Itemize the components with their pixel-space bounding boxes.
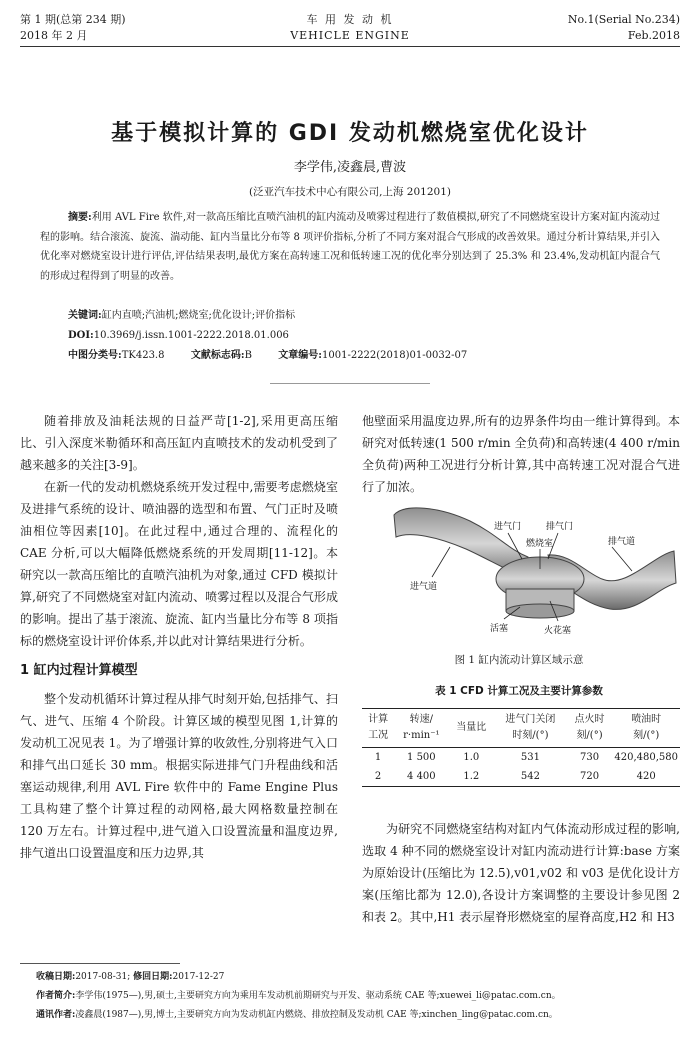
table-cell: 2 [362,767,394,787]
table-cell: 1 500 [407,752,436,763]
table-header-cell: 进气门关闭 时刻/(°) [494,709,567,748]
figure-label-intake-port: 进气道 [410,582,438,592]
table-cell: 4 400 [394,767,448,787]
figure-label-spark-plug: 火花塞 [544,626,572,636]
paper-authors: 李学伟,凌鑫晨,曹波 [293,160,407,175]
keywords: 关键词:缸内直喷;汽油机;燃烧室;优化设计;评价指标 [68,310,296,321]
header-rule [20,46,680,47]
footnote-author: 作者简介:李学伟(1975—),男,硕士,主要研究方向为乘用车发动机前期研究与开发、驱动系统 CAE 等;xuewei_li@patac.com.cn。 [36,991,561,1001]
table-cell: 531 [520,752,540,763]
doi: DOI:10.3969/j.issn.1001-2222.2018.01.006 [68,330,289,341]
table-header-row [362,709,680,748]
journal-serial: No.1(Serial No.234) Feb.2018 [567,13,680,42]
classification: 中图分类号:TK423.8 文献标志码:B 文章编号:1001-2222(2018)01-0032-07 [68,350,468,361]
figure-label-intake-valve: 进气门 [494,522,522,532]
figure-label-exhaust-valve: 排气门 [546,522,574,532]
table-header-cell: 点火时 刻/(°) [567,709,613,748]
table-cell: 1 [374,752,382,763]
paragraph: 为研究不同燃烧室结构对缸内气体流动形成过程的影响,选取 4 种不同的燃烧室设计对缸内流动进行计算:base 方案为原始设计(压缩比为 12.5),v01,v02 和 v03 是优化设计方案(压缩比都为 12.0),各设计方案调整的主要设计参见图 2 和表 2。其中,H1 表示屋脊形燃烧室的屋脊高度,H2 和 H3 [362,822,680,924]
journal-name: 车 用 发 动 机 VEHICLE ENGINE [290,13,410,42]
paragraph: 在新一代的发动机燃烧系统开发过程中,需要考虑燃烧室及进排气系统的设计、喷油器的选型和布置、气门正时及喷油相位等因素[10]。在此过程中,通过合理的、流程化的 CAE 分析,可以大幅降低燃烧系统的开发周期[11-12]。本研究以一款高压缩比的直喷汽油机为对象,通过 CFD 模拟计算,研究了不同燃烧室对缸内流动、喷雾过程以及混合气形成的影响。提出了基于滚流、旋流、缸内当量比分布等 8 项指标的燃烧室设计评价体系,并以此对计算结果进行分析。 [20,480,338,648]
table-cell: 730 [579,752,600,763]
figure-1-caption: 图 1 缸内流动计算区域示意 [454,654,584,666]
abstract [40,208,660,286]
abstract-text: 利用 AVL Fire 软件,对一款高压缩比直喷汽油机的缸内流动及喷雾过程进行了数值模拟,研究了不同燃烧室设计方案对缸内流动过程的影响。结合滚流、旋流、湍动能、缸内当量比分布等 8 项评价指标,分析了不同方案对混合气形成的改善效果。通过分析计算结果,并引入优化率对燃烧室设计进行评估,评估结果表明,最优方案在高转速工况和低转速工况的优化率分别达到了 25.3% 和 23.4%,发动机缸内混合气的形成过程得到了明显的改善。 [40,212,660,282]
table-1-caption: 表 1 CFD 计算工况及主要计算参数 [435,685,603,697]
table-cell: 420 [612,767,680,787]
table-header-cell: 当量比 [448,709,494,748]
right-column-top [362,410,680,498]
journal-issue: 第 1 期(总第 234 期) 2018 年 2 月 [20,13,126,42]
section-heading: 1 缸内过程计算模型 [20,663,138,678]
figure-label-exhaust-port: 排气道 [608,537,636,547]
footnote-rule [20,963,180,964]
table-cell: 1.2 [448,767,494,787]
paragraph: 随着排放及油耗法规的日益严苛[1-2],采用更高压缩比、引入深度米勒循环和高压缸内直喷技术的发动机受到了越来越多的关注[3-9]。 [20,414,338,472]
abstract-separator [270,383,430,384]
paper-affiliation: (泛亚汽车技术中心有限公司,上海 201201) [249,186,451,198]
table-header-cell: 转速/ r·min⁻¹ [394,709,448,748]
abstract-label: 摘要: [68,212,92,223]
paragraph: 他壁面采用温度边界,所有的边界条件均由一维计算得到。本研究对低转速(1 500 r/min 全负荷)和高转速(4 400 r/min 全负荷)两种工况进行分析计算,其中高转速工况对混合气进行了加浓。 [362,414,680,494]
table-cell: 542 [494,767,567,787]
figure-1-cfd-domain [380,497,680,637]
table-header-cell: 喷油时 刻/(°) [612,709,680,748]
figure-label-combustion-chamber: 燃烧室 [526,539,554,549]
right-column-bottom [362,818,680,928]
piston-top-shape [506,604,574,618]
figure-label-piston: 活塞 [490,624,509,634]
table-header-cell: 计算 工况 [362,709,394,748]
table-cell: 720 [567,767,613,787]
table-cell: 1.0 [463,752,480,763]
footnote-corresponding: 通讯作者:凌鑫晨(1987—),男,博士,主要研究方向为发动机缸内燃烧、排放控制及发动机 CAE 等;xinchen_ling@patac.com.cn。 [36,1010,558,1020]
table-row [362,748,680,768]
table-row [362,767,680,787]
left-column [20,410,338,864]
paper-title: 基于模拟计算的 GDI 发动机燃烧室优化设计 [111,121,589,146]
table-1 [362,708,680,787]
footnote-dates: 收稿日期:2017-08-31; 修回日期:2017-12-27 [36,972,225,982]
paragraph: 整个发动机循环计算过程从排气时刻开始,包括排气、扫气、进气、压缩 4 个阶段。计算区域的模型见图 1,计算的发动机工况见表 1。为了增强计算的收敛性,分别将进气入口和排气出口延长 30 mm。根据实际进排气门升程曲线和活塞运动规律,利用 AVL Fire 软件中的 Fame Engine Plus 工具构建了整个计算过程的动网格,最大网格数量控制在 120 万左右。计算过程中,进气道入口设置流量和温度边界,排气道出口设置温度和压力边界,其 [20,692,338,860]
table-cell: 420,480,580 [614,752,678,763]
